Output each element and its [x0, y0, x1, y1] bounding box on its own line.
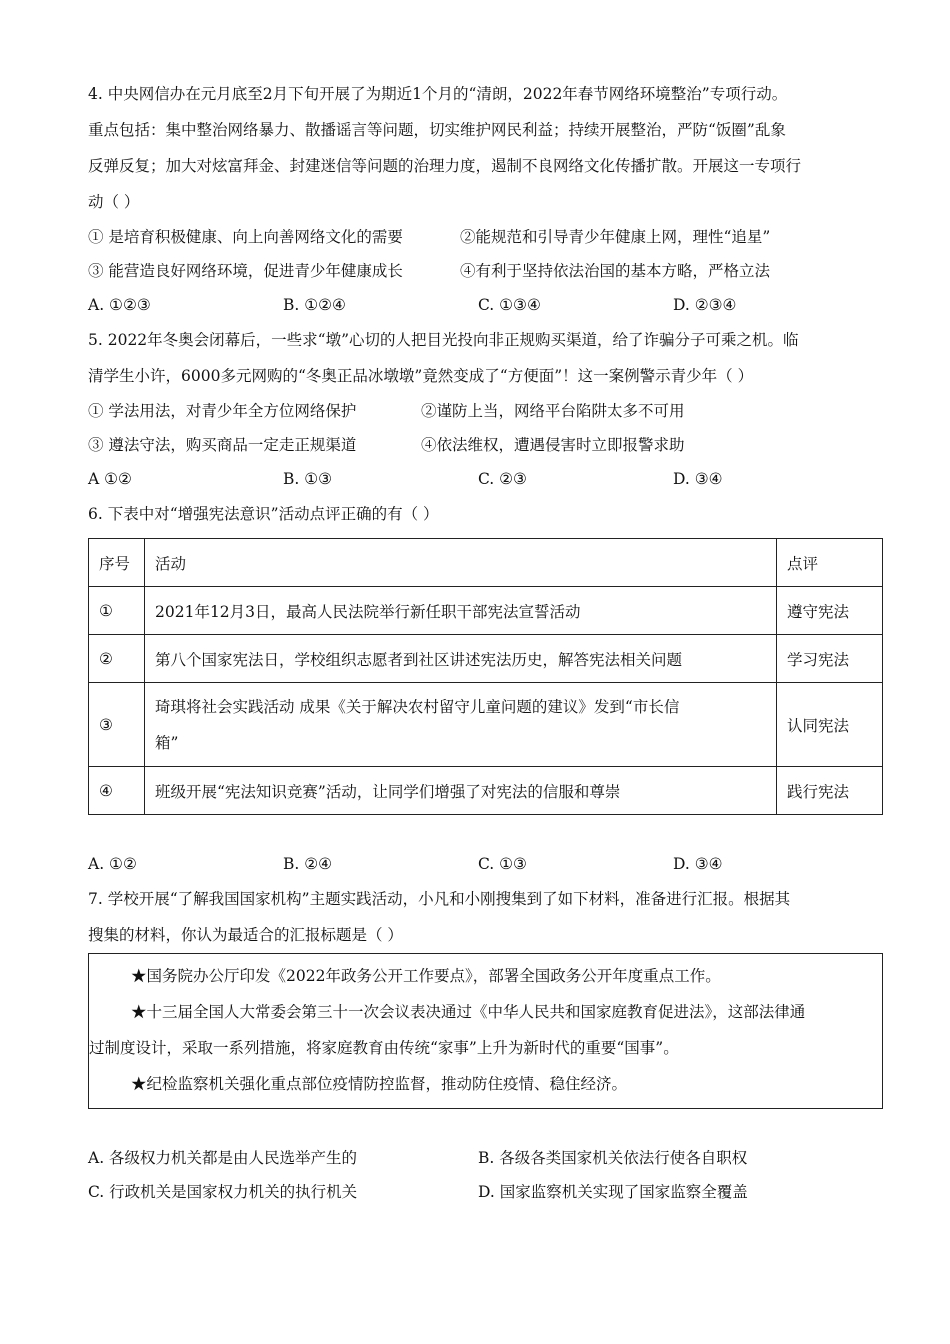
q5-stem-line-2: 清学生小许，6000多元网购的“冬奥正品冰墩墩”竟然变成了“方便面”！这一案例警示青少年（ ）	[88, 367, 754, 385]
q4-statements-row-2	[88, 254, 883, 288]
row-activity: 班级开展“宪法知识竞赛”活动，让同学们增强了对宪法的信服和尊崇	[145, 767, 777, 815]
q5-statement-4: ④依法维权，遭遇侵害时立即报警求助	[421, 436, 685, 454]
material-item-3: ★纪检监察机关强化重点部位疫情防控监督，推动防住疫情、稳住经济。	[131, 1075, 628, 1093]
row-comment: 认同宪法	[777, 683, 883, 767]
q4-stem-line-1: 4. 中央网信办在元月底至2月下旬开展了为期近1个月的“清朗，2022年春节网络环境整治”专项行动。	[88, 85, 788, 103]
q7-stem-line-1: 7. 学校开展“了解我国国家机构”主题实践活动，小凡和小刚搜集到了如下材料，准备进行汇报。根据其	[88, 890, 791, 908]
q4-statement-3: ③ 能营造良好网络环境，促进青少年健康成长	[88, 262, 403, 280]
row-number: ④	[89, 767, 145, 815]
q7-material-box	[88, 953, 883, 1109]
q6-option-c[interactable]: C. ①③	[478, 855, 527, 873]
q4-stem-line-3: 反弹反复；加大对炫富拜金、封建迷信等问题的治理力度，遏制不良网络文化传播扩散。开展这一专项行	[88, 157, 802, 175]
row-comment: 践行宪法	[777, 767, 883, 815]
q7-options-row-1	[88, 1141, 883, 1175]
q7-option-b[interactable]: B. 各级各类国家机关依法行使各自职权	[478, 1149, 748, 1167]
header-activity: 活动	[145, 539, 777, 587]
row-activity: 2021年12月3日，最高人民法院举行新任职干部宪法宣誓活动	[145, 587, 777, 635]
q7-option-d[interactable]: D. 国家监察机关实现了国家监察全覆盖	[478, 1183, 748, 1201]
table-row	[89, 683, 883, 767]
q4-options	[88, 288, 883, 322]
q7-stem-line-2: 搜集的材料，你认为最适合的汇报标题是（ ）	[88, 926, 403, 944]
q5-statements-row-1	[88, 394, 883, 428]
q6-option-d[interactable]: D. ③④	[673, 855, 723, 873]
table-row	[89, 635, 883, 683]
material-item-1: ★国务院办公厅印发《2022年政务公开工作要点》，部署全国政务公开年度重点工作。	[131, 967, 721, 985]
table-header-row	[89, 539, 883, 587]
q5-option-d[interactable]: D. ③④	[673, 470, 723, 488]
q6-stem: 6. 下表中对“增强宪法意识”活动点评正确的有（ ）	[88, 505, 439, 523]
question-6	[88, 496, 883, 881]
row-number: ②	[89, 635, 145, 683]
row-number: ①	[89, 587, 145, 635]
row-activity	[145, 683, 777, 767]
row-activity-line-1: 琦琪将社会实践活动 成果《关于解决农村留守儿童问题的建议》发到“市长信	[155, 697, 680, 716]
header-comment: 点评	[777, 539, 883, 587]
q5-statements-row-2	[88, 428, 883, 462]
exam-page	[88, 76, 883, 1209]
q5-statement-2: ②谨防上当，网络平台陷阱太多不可用	[421, 402, 685, 420]
question-4	[88, 76, 883, 322]
q4-statement-4: ④有利于坚持依法治国的基本方略，严格立法	[460, 262, 771, 280]
question-5	[88, 322, 883, 496]
q5-option-b[interactable]: B. ①③	[283, 470, 333, 488]
q7-options-row-2	[88, 1175, 883, 1209]
row-number: ③	[89, 683, 145, 767]
q5-statement-3: ③ 遵法守法，购买商品一定走正规渠道	[88, 436, 357, 454]
header-number: 序号	[89, 539, 145, 587]
q7-option-c[interactable]: C. 行政机关是国家权力机关的执行机关	[88, 1183, 358, 1201]
q4-option-c[interactable]: C. ①③④	[478, 296, 541, 314]
q5-statement-1: ① 学法用法，对青少年全方位网络保护	[88, 402, 357, 420]
table-row	[89, 587, 883, 635]
q4-option-b[interactable]: B. ①②④	[283, 296, 346, 314]
row-activity: 第八个国家宪法日，学校组织志愿者到社区讲述宪法历史，解答宪法相关问题	[145, 635, 777, 683]
q5-stem-line-1: 5. 2022年冬奥会闭幕后，一些求“墩”心切的人把目光投向非正规购买渠道，给了诈骗分子可乘之机。临	[88, 331, 799, 349]
q4-option-d[interactable]: D. ②③④	[673, 296, 737, 314]
q6-option-b[interactable]: B. ②④	[283, 855, 333, 873]
q5-options	[88, 462, 883, 496]
material-item-2-line-1: ★十三届全国人大常委会第三十一次会议表决通过《中华人民共和国家庭教育促进法》，这部法律通	[131, 1003, 806, 1021]
q6-table	[88, 538, 883, 815]
q6-option-a[interactable]: A. ①②	[88, 855, 137, 873]
q4-statement-1: ① 是培育积极健康、向上向善网络文化的需要	[88, 228, 403, 246]
q4-statements-row-1	[88, 220, 883, 254]
question-7	[88, 881, 883, 1209]
table-row	[89, 767, 883, 815]
q6-options	[88, 847, 883, 881]
row-comment: 遵守宪法	[777, 587, 883, 635]
q4-option-a[interactable]: A. ①②③	[88, 296, 151, 314]
q7-option-a[interactable]: A. 各级权力机关都是由人民选举产生的	[88, 1149, 358, 1167]
material-item-2-line-2: 过制度设计，采取一系列措施，将家庭教育由传统“家事”上升为新时代的重要“国事”。	[89, 1039, 679, 1057]
q4-stem-line-4: 动（ ）	[88, 193, 140, 211]
row-activity-line-2: 箱”	[155, 733, 179, 752]
q5-option-c[interactable]: C. ②③	[478, 470, 527, 488]
row-comment: 学习宪法	[777, 635, 883, 683]
q4-statement-2: ②能规范和引导青少年健康上网，理性“追星”	[460, 228, 771, 246]
q5-option-a[interactable]: A ①②	[88, 470, 132, 488]
q4-stem-line-2: 重点包括：集中整治网络暴力、散播谣言等问题，切实维护网民利益；持续开展整治，严防“饭圈”乱象	[88, 121, 786, 139]
